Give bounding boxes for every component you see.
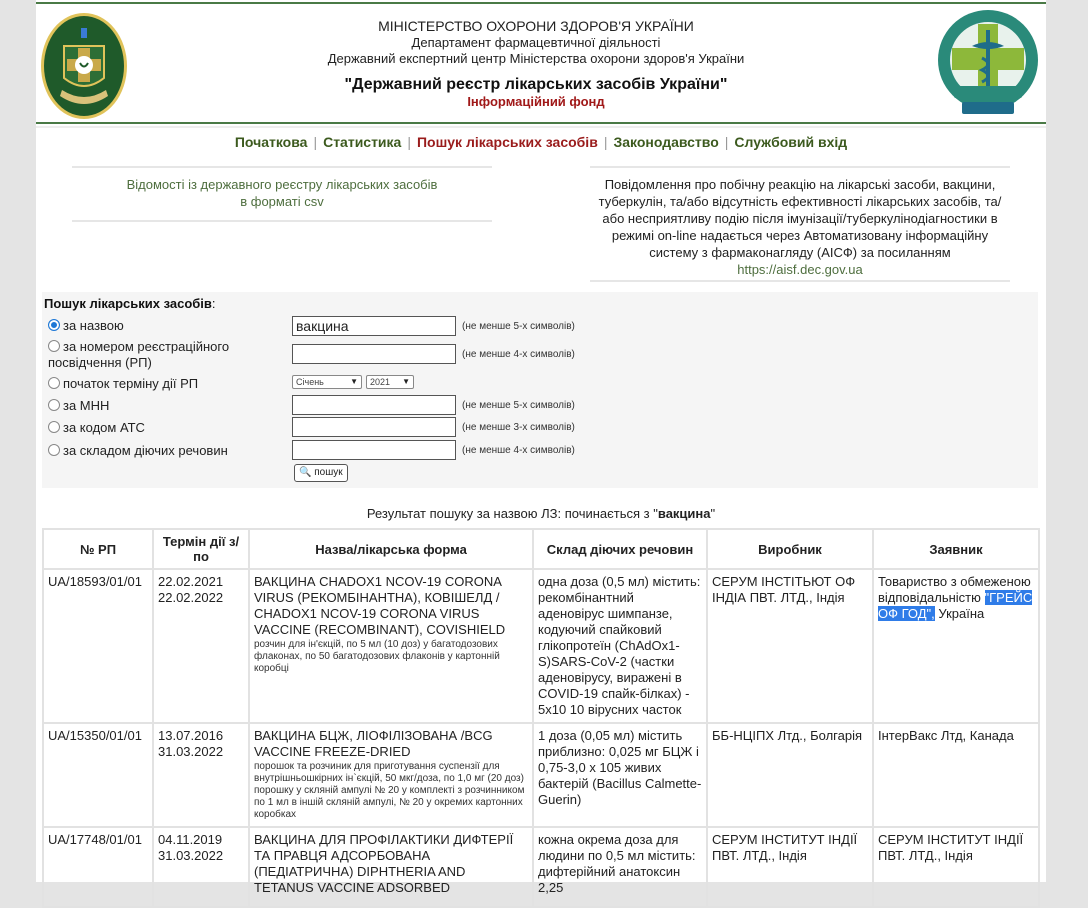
- applicant-text: СЕРУМ ІНСТИТУТ ІНДІЇ ПВТ. ЛТД., Індія: [878, 832, 1024, 863]
- name-cell: [249, 569, 533, 723]
- drug-form: розчин для ін'єкцій, по 5 мл (10 доз) у багатодозових флаконах, по 50 багатодозових флаконів у картонній коробці: [254, 639, 500, 674]
- search-option-by-composition[interactable]: [48, 443, 228, 458]
- search-option-by-rp[interactable]: [48, 339, 268, 371]
- page: [36, 0, 1046, 895]
- col-header-name: Назва/лікарська форма: [249, 529, 533, 569]
- table-row: [43, 723, 1039, 827]
- composition-search-hint: (не менше 4-х символів): [462, 445, 575, 456]
- date-to: 22.02.2022: [158, 590, 224, 605]
- department-name: Департамент фармацевтичної діяльності: [411, 35, 661, 50]
- inn-search-input[interactable]: [292, 395, 456, 415]
- atc-search-hint: (не менше 3-х символів): [462, 422, 575, 433]
- registry-title: "Державний реєстр лікарських засобів України": [344, 76, 728, 93]
- nav-separator: |: [603, 134, 608, 150]
- nav-service-login[interactable]: Службовий вхід: [734, 134, 848, 150]
- search-title-text: Пошук лікарських засобів: [44, 296, 212, 311]
- label-by-date: початок терміну дії РП: [63, 376, 199, 391]
- composition-cell: одна доза (0,5 мл) містить: рекомбінантний аденовірус шимпанзе, кодуючий спайковий глікопротеїн (ChAdOx1-S)SARS-CoV-2 (частки аденовірусу, виражені в COVID-19 спайк-білках) - 5x10 10 вірусних часток: [533, 569, 707, 723]
- search-option-by-name[interactable]: [48, 318, 124, 333]
- applicant-text: Товариство з обмеженою відповідальністю: [878, 574, 1031, 605]
- name-cell: [249, 827, 533, 907]
- rp-search-input[interactable]: [292, 344, 456, 364]
- drug-name: ВАКЦИНА ДЛЯ ПРОФІЛАКТИКИ ДИФТЕРІЇ ТА ПРАВЦЯ АДСОРБОВАНА (ПЕДІАТРИЧНА) DIPHTHERIA AND TETANUS VACCINE ADSORBED: [254, 832, 514, 895]
- radio-by-rp[interactable]: [48, 340, 60, 352]
- col-header-applicant: Заявник: [873, 529, 1039, 569]
- nav-separator: |: [313, 134, 318, 150]
- radio-by-atc[interactable]: [48, 421, 60, 433]
- site-header: [36, 2, 1046, 124]
- name-cell: [249, 723, 533, 827]
- applicant-text: ІнтерВакс Лтд, Канада: [878, 728, 1014, 743]
- name-search-hint: (не менше 5-х символів): [462, 321, 575, 332]
- label-by-atc: за кодом АТС: [63, 420, 145, 435]
- csv-link-line2[interactable]: в форматі csv: [240, 194, 324, 209]
- rp-number-link[interactable]: UA/17748/01/01: [43, 827, 153, 907]
- table-row: [43, 569, 1039, 723]
- col-header-rp: № РП: [43, 529, 153, 569]
- term-cell: [153, 723, 249, 827]
- radio-by-name[interactable]: [48, 319, 60, 331]
- composition-cell: 1 доза (0,05 мл) містить приблизно: 0,025 мг БЦЖ і 0,75-3,0 х 105 живих бактерій (Bacillus Calmette-Guerin): [533, 723, 707, 827]
- composition-search-input[interactable]: [292, 440, 456, 460]
- radio-by-composition[interactable]: [48, 444, 60, 456]
- chevron-down-icon: ▼: [350, 377, 358, 386]
- month-select[interactable]: [292, 375, 362, 389]
- radio-by-inn[interactable]: [48, 399, 60, 411]
- table-header-row: [43, 529, 1039, 569]
- year-select-value: 2021: [370, 377, 391, 387]
- adverse-reaction-notice: [590, 166, 1010, 278]
- nav-separator: |: [724, 134, 729, 150]
- col-header-composition: Склад діючих речовин: [533, 529, 707, 569]
- ministry-emblem-icon[interactable]: [40, 12, 128, 120]
- center-name: Державний експертний центр Міністерства охорони здоров'я України: [327, 51, 745, 66]
- results-caption: [36, 506, 1046, 521]
- nav-legislation[interactable]: Законодавство: [613, 134, 719, 150]
- label-by-composition: за складом діючих речовин: [63, 443, 228, 458]
- nav-drug-search[interactable]: Пошук лікарських засобів: [416, 134, 598, 150]
- date-from: 13.07.2016: [158, 728, 224, 743]
- atc-search-input[interactable]: [292, 417, 456, 437]
- applicant-text-end: Україна: [934, 606, 985, 621]
- search-option-by-atc[interactable]: [48, 420, 145, 435]
- applicant-cell: [873, 827, 1039, 907]
- search-button[interactable]: [294, 464, 348, 482]
- name-search-input[interactable]: вакцина: [292, 316, 456, 336]
- rp-number-link[interactable]: UA/15350/01/01: [43, 723, 153, 827]
- col-header-term: Термін дії з/по: [153, 529, 249, 569]
- applicant-cell: [873, 569, 1039, 723]
- divider: [590, 280, 1010, 282]
- label-by-rp: за номером реєстраційного посвідчення (РП): [48, 339, 230, 370]
- search-title: [44, 296, 216, 311]
- nav-separator: |: [407, 134, 411, 150]
- search-option-by-date[interactable]: [48, 376, 198, 391]
- main-nav: [36, 134, 1046, 150]
- drug-form: порошок та розчиник для приготування суспензії для внутрішньошкірних ін`єкцій, 50 мкг/доза, по 1,0 мг (20 доз) порошку у скляній ампулі № 20 у комплекті з розчинником по 1 мл в іншій скляній ампулі, № 20 у окремих картонних коробках: [254, 761, 525, 820]
- search-panel: [42, 292, 1038, 488]
- composition-cell: кожна окрема доза для людини по 0,5 мл містить: дифтерійний анатоксин 2,25: [533, 827, 707, 907]
- table-row: [43, 827, 1039, 907]
- date-from: 04.11.2019: [158, 832, 223, 847]
- expert-center-emblem-icon[interactable]: [934, 8, 1042, 120]
- notice-text: Повідомлення про побічну реакцію на лікарські засоби, вакцини, туберкулін, та/або відсутність ефективності лікарських засобів, та/або несприятливу подію після імунізації/туберкулінодіагностики в режимі on-line надається через Автоматизовану інформаційну систему з фармаконагляду (АІСФ) за посиланням: [598, 177, 1002, 260]
- search-title-colon: :: [211, 296, 216, 311]
- date-to: 31.03.2022: [158, 744, 224, 759]
- col-header-manufacturer: Виробник: [707, 529, 873, 569]
- results-caption-prefix: Результат пошуку за назвою ЛЗ: починається з ": [366, 506, 658, 521]
- nav-home[interactable]: Початкова: [234, 134, 308, 150]
- search-button-label: пошук: [314, 467, 343, 478]
- radio-by-date[interactable]: [48, 377, 60, 389]
- inn-search-hint: (не менше 5-х символів): [462, 400, 575, 411]
- results-caption-suffix: ": [710, 506, 716, 521]
- selected-text: "ГРЕЙС ОФ ГОД",: [878, 590, 1033, 621]
- drug-name: ВАКЦИНА БЦЖ, ЛІОФІЛІЗОВАНА /BCG VACCINE FREEZE-DRIED: [254, 728, 493, 759]
- results-table: [42, 528, 1040, 908]
- month-select-value: Січень: [296, 377, 324, 387]
- header-text: [136, 18, 936, 110]
- term-cell: [153, 569, 249, 723]
- manufacturer-cell: СЕРУМ ІНСТІТЬЮТ ОФ ІНДІА ПВТ. ЛТД., Індія: [707, 569, 873, 723]
- divider: [72, 220, 492, 222]
- nav-statistics[interactable]: Статистика: [323, 134, 402, 150]
- applicant-cell: [873, 723, 1039, 827]
- label-by-name: за назвою: [63, 318, 124, 333]
- date-to: 31.03.2022: [158, 848, 224, 863]
- results-caption-query: вакцина: [657, 506, 711, 521]
- rp-number-link[interactable]: UA/18593/01/01: [43, 569, 153, 723]
- divider: [36, 126, 1046, 128]
- csv-download-link[interactable]: [72, 166, 492, 210]
- csv-link-line1[interactable]: Відомості із державного реєстру лікарських засобів: [126, 177, 438, 192]
- magnifier-icon: 🔍: [299, 467, 312, 478]
- drug-name: ВАКЦИНА CHADOX1 NCOV-19 CORONA VIRUS (РЕКОМБІНАНТНА), КОВІШЕЛД / CHADOX1 NCOV-19 CORONA VIRUS VACCINE (RECOMBINANT), COVISHIELD: [254, 574, 506, 637]
- search-option-by-inn[interactable]: [48, 398, 109, 413]
- chevron-down-icon: ▼: [402, 377, 410, 386]
- rp-search-hint: (не менше 4-х символів): [462, 349, 575, 360]
- registry-subtitle: Інформаційний фонд: [467, 94, 605, 109]
- label-by-inn: за МНН: [63, 398, 110, 413]
- manufacturer-cell: СЕРУМ ІНСТИТУТ ІНДІЇ ПВТ. ЛТД., Індія: [707, 827, 873, 907]
- aisf-link[interactable]: https://aisf.dec.gov.ua: [737, 262, 863, 277]
- manufacturer-cell: ББ-НЦІПХ Лтд., Болгарія: [707, 723, 873, 827]
- ministry-name: МІНІСТЕРСТВО ОХОРОНИ ЗДОРОВ'Я УКРАЇНИ: [378, 18, 694, 34]
- year-select[interactable]: [366, 375, 414, 389]
- date-from: 22.02.2021: [158, 574, 224, 589]
- term-cell: [153, 827, 249, 907]
